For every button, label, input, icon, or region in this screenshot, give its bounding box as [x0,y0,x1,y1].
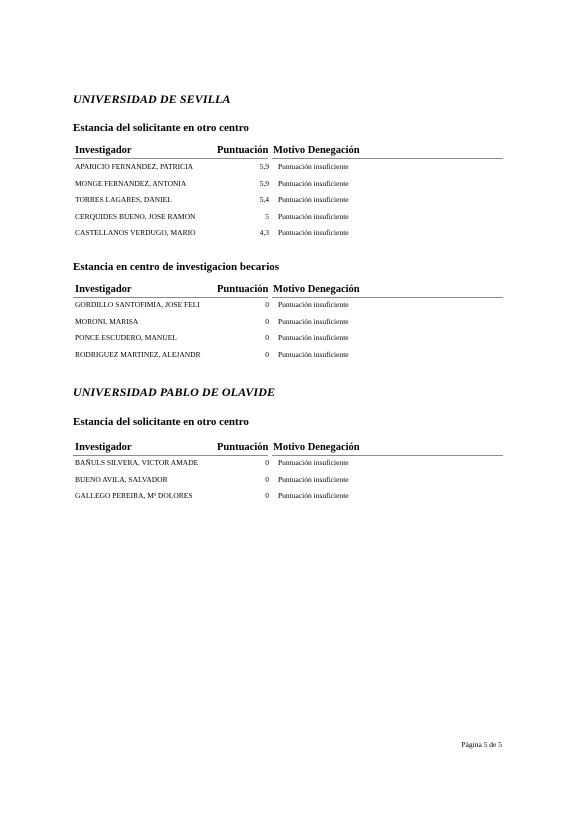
investigador-name: PONCE ESCUDERO, MANUEL [75,333,177,342]
header-rule [272,158,503,159]
reason-text: Puntuación insuficiente [278,317,349,326]
table-header [73,145,503,159]
reason-text: Puntuación insuficiente [278,458,349,467]
table-row [73,179,503,191]
investigador-name: APARICIO FERNANDEZ, PATRICIA [75,162,194,171]
header-investigador: Investigador [75,284,132,295]
score-value: 0 [265,491,269,500]
reason-text: Puntuación insuficiente [278,491,349,500]
score-value: 0 [265,350,269,359]
score-value: 5,9 [259,162,269,171]
investigador-name: TORRES LAGARES, DANIEL [75,195,172,204]
score-value: 0 [265,458,269,467]
header-investigador: Investigador [75,145,132,156]
investigador-name: GALLEGO PEREIRA, Mª DOLORES [75,491,193,500]
score-value: 0 [265,475,269,484]
score-value: 5 [265,212,269,221]
investigador-name: BUENO AVILA, SALVADOR [75,475,168,484]
header-rule [272,297,503,298]
header-motivo: Motivo Denegación [273,145,360,156]
reason-text: Puntuación insuficiente [278,475,349,484]
table-row [73,491,503,503]
header-rule [272,455,503,456]
table-row [73,212,503,224]
university-title: UNIVERSIDAD DE SEVILLA [73,92,231,106]
table-row [73,300,503,312]
group-subtitle: Estancia en centro de investigacion becarios [73,261,280,273]
header-puntuacion: Puntuación [217,284,269,295]
reason-text: Puntuación insuficiente [278,179,349,188]
reason-text: Puntuación insuficiente [278,228,349,237]
reason-text: Puntuación insuficiente [278,162,349,171]
table-row [73,333,503,345]
header-motivo: Motivo Denegación [273,442,360,453]
table-row [73,317,503,329]
investigador-name: MONGE FERNANDEZ, ANTONIA [75,179,187,188]
score-value: 0 [265,300,269,309]
score-value: 4,3 [259,228,269,237]
investigador-name: CERQUIDES BUENO, JOSE RAMON [75,212,196,221]
reason-text: Puntuación insuficiente [278,350,349,359]
university-title: UNIVERSIDAD PABLO DE OLAVIDE [73,385,276,399]
header-motivo: Motivo Denegación [273,284,360,295]
reason-text: Puntuación insuficiente [278,212,349,221]
table-header [73,284,503,298]
header-rule [73,297,268,298]
score-value: 0 [265,333,269,342]
page-number: Página 5 de 5 [461,740,502,749]
investigador-name: GORDILLO SANTOFIMIA, JOSE FELI [75,300,200,309]
score-value: 0 [265,317,269,326]
reason-text: Puntuación insuficiente [278,333,349,342]
table-header [73,442,503,456]
table-row [73,350,503,362]
header-rule [73,158,268,159]
score-value: 5,4 [259,195,269,204]
table-row [73,228,503,240]
header-puntuacion: Puntuación [217,145,269,156]
header-investigador: Investigador [75,442,132,453]
group-subtitle: Estancia del solicitante en otro centro [73,122,249,134]
header-puntuacion: Puntuación [217,442,269,453]
reason-text: Puntuación insuficiente [278,300,349,309]
table-row [73,475,503,487]
group-subtitle: Estancia del solicitante en otro centro [73,416,249,428]
table-row [73,162,503,174]
score-value: 5,9 [259,179,269,188]
header-rule [73,455,268,456]
table-row [73,458,503,470]
investigador-name: CASTELLANOS VERDUGO, MARIO [75,228,196,237]
table-row [73,195,503,207]
investigador-name: RODRIGUEZ MARTINEZ, ALEJANDR [75,350,201,359]
investigador-name: MORONI, MARISA [75,317,139,326]
investigador-name: BAÑULS SILVERA, VICTOR AMADE [75,458,199,467]
reason-text: Puntuación insuficiente [278,195,349,204]
